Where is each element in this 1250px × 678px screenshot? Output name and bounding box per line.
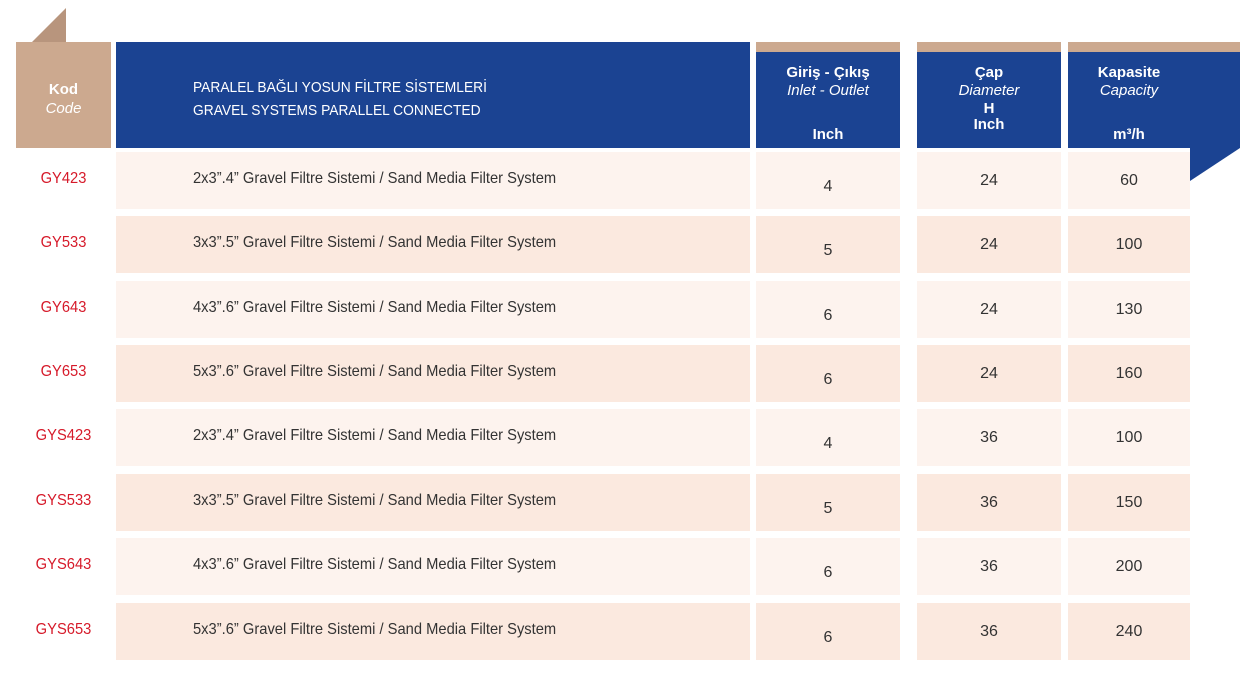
description-cell (116, 281, 750, 338)
table-title-header (116, 42, 750, 148)
product-code: GY423 (40, 170, 87, 187)
product-code: GY653 (40, 363, 87, 380)
diameter-cell (917, 538, 1061, 595)
capacity-column-header (1068, 42, 1240, 148)
description-cell (116, 216, 750, 273)
product-description: 4x3”.6” Gravel Filtre Sistemi / Sand Media Filter System (193, 556, 557, 573)
inlet-cell (756, 152, 900, 209)
header-corner-triangle (1190, 148, 1240, 181)
capacity-cell (1068, 474, 1190, 531)
capacity-cell-value: 240 (1115, 623, 1143, 640)
code-header-en: Code (45, 100, 82, 117)
diameter-header-unit: Inch (973, 116, 1005, 133)
diameter-cell-value: 36 (980, 558, 998, 575)
inlet-cell-value: 4 (823, 178, 833, 195)
capacity-cell-value: 100 (1115, 429, 1143, 446)
inlet-cell (756, 409, 900, 466)
product-code: GYS423 (35, 427, 92, 444)
diameter-cell (917, 345, 1061, 402)
capacity-cell (1068, 216, 1190, 273)
product-description: 5x3”.6” Gravel Filtre Sistemi / Sand Media Filter System (193, 363, 557, 380)
inlet-cell-value: 5 (823, 242, 833, 259)
product-description: 3x3”.5” Gravel Filtre Sistemi / Sand Media Filter System (193, 492, 557, 509)
product-description: 5x3”.6” Gravel Filtre Sistemi / Sand Media Filter System (193, 621, 557, 638)
capacity-cell (1068, 281, 1190, 338)
inlet-column-header (756, 42, 900, 148)
diameter-cell-value: 24 (980, 365, 998, 382)
inlet-cell-value: 6 (823, 564, 833, 581)
diameter-cell-value: 24 (980, 236, 998, 253)
diameter-header-tr: Çap (974, 64, 1004, 81)
description-cell (116, 603, 750, 660)
inlet-cell-value: 4 (823, 435, 833, 452)
diameter-cell (917, 152, 1061, 209)
product-description: 4x3”.6” Gravel Filtre Sistemi / Sand Media Filter System (193, 299, 557, 316)
capacity-cell (1068, 152, 1190, 209)
diameter-column-header (917, 42, 1061, 148)
capacity-cell (1068, 345, 1190, 402)
product-code: GYS643 (35, 556, 92, 573)
capacity-cell-value: 60 (1120, 172, 1138, 189)
code-header-fold (30, 8, 66, 44)
code-column-header (16, 42, 111, 148)
table-title-tr: PARALEL BAĞLI YOSUN FİLTRE SİSTEMLERİ (193, 79, 487, 96)
product-description: 2x3”.4” Gravel Filtre Sistemi / Sand Media Filter System (193, 170, 557, 187)
capacity-cell (1068, 409, 1190, 466)
product-code: GY643 (40, 299, 87, 316)
capacity-header-unit: m³/h (1113, 126, 1145, 143)
table-title-en: GRAVEL SYSTEMS PARALLEL CONNECTED (193, 102, 481, 119)
inlet-cell (756, 474, 900, 531)
capacity-cell-value: 100 (1115, 236, 1143, 253)
inlet-cell (756, 281, 900, 338)
description-cell (116, 345, 750, 402)
inlet-cell-value: 6 (823, 307, 833, 324)
capacity-cell-value: 130 (1115, 301, 1143, 318)
diameter-cell-value: 24 (980, 172, 998, 189)
product-code: GYS653 (35, 621, 92, 638)
product-description: 3x3”.5” Gravel Filtre Sistemi / Sand Media Filter System (193, 234, 557, 251)
description-cell (116, 474, 750, 531)
inlet-cell (756, 216, 900, 273)
capacity-cell-value: 150 (1115, 494, 1143, 511)
description-cell (116, 409, 750, 466)
capacity-cell-value: 200 (1115, 558, 1143, 575)
inlet-cell-value: 6 (823, 629, 833, 646)
diameter-cell (917, 216, 1061, 273)
inlet-cell-value: 5 (823, 500, 833, 517)
inlet-cell-value: 6 (823, 371, 833, 388)
diameter-header-symbol: H (983, 100, 995, 117)
diameter-header-en: Diameter (958, 82, 1020, 99)
product-code: GY533 (40, 234, 87, 251)
diameter-cell (917, 281, 1061, 338)
inlet-cell (756, 538, 900, 595)
inlet-header-unit: Inch (812, 126, 844, 143)
capacity-cell-value: 160 (1115, 365, 1143, 382)
diameter-cell (917, 409, 1061, 466)
diameter-cell-value: 36 (980, 494, 998, 511)
capacity-header-en: Capacity (1099, 82, 1159, 99)
inlet-header-en: Inlet - Outlet (787, 82, 869, 99)
description-cell (116, 538, 750, 595)
inlet-cell (756, 345, 900, 402)
description-cell (116, 152, 750, 209)
diameter-cell-value: 36 (980, 429, 998, 446)
capacity-cell (1068, 603, 1190, 660)
inlet-header-tr: Giriş - Çıkış (786, 64, 870, 81)
product-code: GYS533 (35, 492, 92, 509)
diameter-cell (917, 603, 1061, 660)
capacity-header-tr: Kapasite (1097, 64, 1161, 81)
diameter-cell-value: 36 (980, 623, 998, 640)
capacity-cell (1068, 538, 1190, 595)
product-description: 2x3”.4” Gravel Filtre Sistemi / Sand Media Filter System (193, 427, 557, 444)
diameter-cell-value: 24 (980, 301, 998, 318)
code-header-tr: Kod (48, 81, 79, 98)
diameter-cell (917, 474, 1061, 531)
inlet-cell (756, 603, 900, 660)
